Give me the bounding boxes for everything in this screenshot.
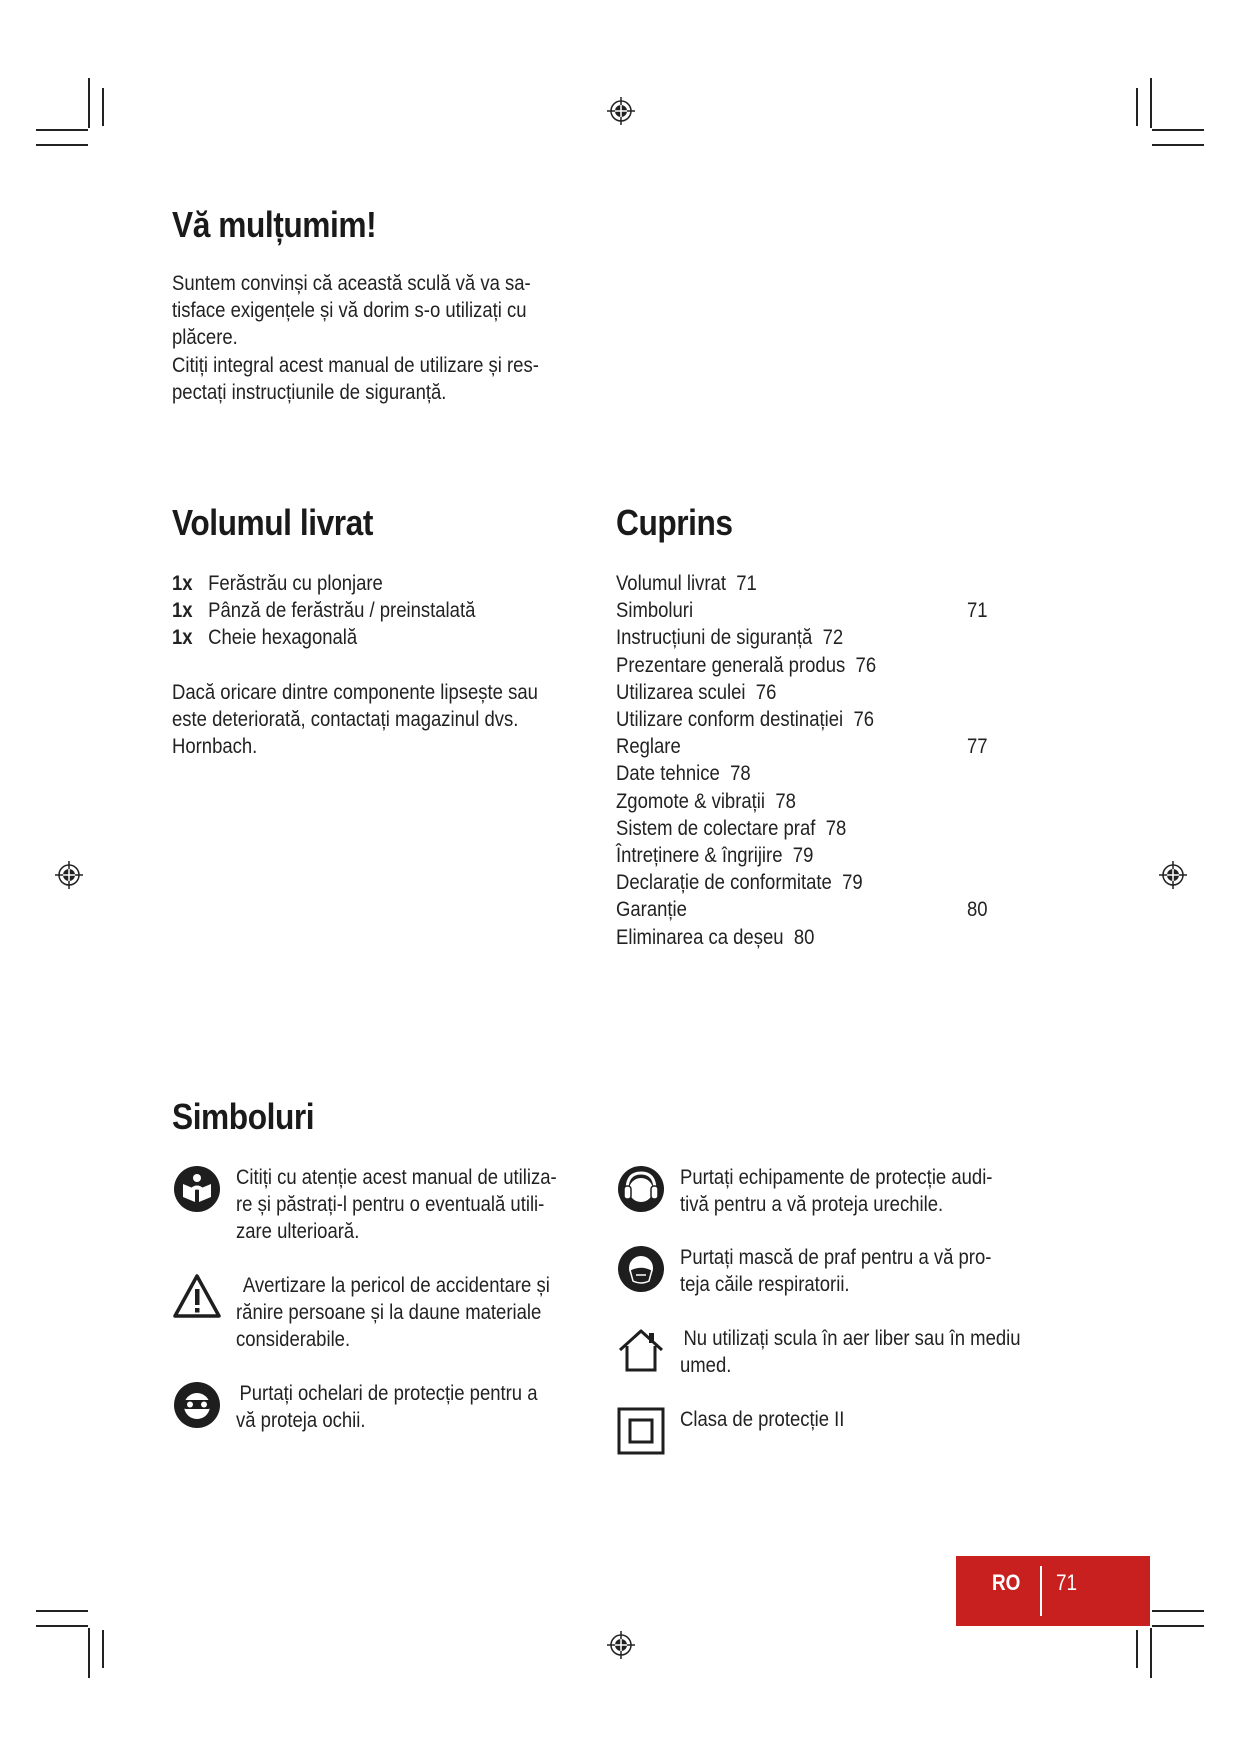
toc-item[interactable]	[616, 760, 988, 787]
scope-label: Ferăstrău cu plonjare	[208, 571, 383, 595]
symbol-text-line: umed.	[680, 1353, 732, 1378]
toc-page: 71	[736, 571, 757, 595]
symbol-text-line: considerabile.	[236, 1327, 351, 1352]
toc-page: 72	[822, 625, 844, 650]
symbol-protection-class	[616, 1406, 1050, 1456]
toc-title: Cuprins	[616, 502, 733, 543]
toc-page: 76	[853, 707, 875, 732]
toc-label: Eliminarea ca deșeu	[616, 924, 784, 949]
symbol-safety-goggles	[172, 1380, 596, 1434]
toc-label: Sistem de colectare praf	[616, 815, 816, 840]
scope-note-line: Dacă oricare dintre componente lipsește sau	[172, 680, 538, 704]
safety-goggles-icon	[172, 1380, 222, 1430]
toc-item[interactable]	[616, 924, 988, 951]
thanks-paragraph	[172, 270, 642, 406]
toc-item[interactable]	[616, 597, 988, 624]
indoor-use-only-icon	[616, 1325, 666, 1375]
symbol-text-line: Nu utilizați scula în aer liber sau în mediu	[683, 1326, 1021, 1350]
scope-list	[172, 570, 525, 652]
toc-item[interactable]	[616, 679, 988, 706]
ear-protection-icon	[616, 1164, 666, 1214]
symbol-text-line: Purtați mască de praf pentru a vă pro-	[680, 1245, 992, 1269]
toc-page: 78	[775, 788, 796, 813]
toc-page: 76	[755, 679, 777, 704]
toc-label: Zgomote & vibrații	[616, 788, 766, 813]
tab-divider	[1040, 1566, 1042, 1616]
toc-label: Declarație de conformitate	[616, 870, 832, 895]
toc-page: 80	[793, 924, 815, 949]
page-tab	[956, 1556, 1150, 1626]
toc-page: 80	[966, 897, 988, 922]
toc-page: 76	[855, 652, 877, 677]
toc-item[interactable]	[616, 706, 988, 733]
list-item	[172, 624, 475, 651]
scope-label: Cheie hexagonală	[208, 625, 358, 650]
symbol-text-line: rănire persoane și la daune materiale	[236, 1300, 542, 1325]
toc-page: 78	[730, 761, 751, 786]
thanks-line: Suntem convinși că această sculă vă va sa-	[172, 271, 531, 295]
symbol-text-line: tivă pentru a vă proteja urechile.	[680, 1192, 944, 1217]
thanks-line: pectați instrucțiunile de siguranță.	[172, 379, 447, 404]
toc-label: Volumul livrat	[616, 571, 726, 595]
symbol-text-line: Citiți cu atenție acest manual de utiliza-	[236, 1165, 557, 1189]
symbol-text-line: Clasa de protecție II	[680, 1407, 845, 1431]
scope-note-line: Hornbach.	[172, 734, 258, 759]
registration-mark-left	[54, 860, 84, 890]
toc-label: Prezentare generală produs	[616, 652, 846, 677]
thanks-line: Citiți integral acest manual de utilizare și res-	[172, 352, 539, 377]
dust-mask-icon	[616, 1244, 666, 1294]
scope-note-line: este deteriorată, contactați magazinul dvs.	[172, 707, 519, 732]
symbols-title: Simboluri	[172, 1096, 315, 1137]
toc-page: 77	[966, 734, 988, 759]
symbol-text-line: Purtați echipamente de protecție audi-	[680, 1165, 993, 1189]
toc-label: Reglare	[616, 734, 681, 759]
warning-triangle-icon	[172, 1272, 222, 1322]
list-item	[172, 597, 475, 624]
toc-page: 71	[966, 598, 988, 623]
toc-item[interactable]	[616, 869, 988, 896]
toc-label: Date tehnice	[616, 761, 720, 786]
registration-mark-top	[606, 96, 636, 126]
toc-label: Simboluri	[616, 598, 694, 623]
symbol-dust-mask	[616, 1244, 1050, 1298]
symbol-read-manual	[172, 1164, 596, 1246]
symbol-text-line: zare ulterioară.	[236, 1219, 360, 1244]
toc-label: Utilizarea sculei	[616, 679, 746, 704]
symbol-ear-protection	[616, 1164, 1050, 1218]
page-number: 71	[1056, 1570, 1078, 1595]
symbol-text-line: Purtați ochelari de protecție pentru a	[239, 1381, 538, 1405]
thanks-title: Vă mulțumim!	[172, 204, 377, 245]
list-item	[172, 570, 475, 597]
toc-page: 79	[842, 870, 863, 895]
scope-qty: 1x	[172, 598, 193, 623]
toc-label: Garanție	[616, 897, 687, 922]
read-manual-icon	[172, 1164, 222, 1214]
toc-item[interactable]	[616, 896, 988, 923]
registration-mark-right	[1158, 860, 1188, 890]
toc-page: 78	[825, 815, 847, 840]
symbol-text-line: Avertizare la pericol de accidentare și	[242, 1273, 550, 1297]
toc-item[interactable]	[616, 733, 988, 760]
toc-label: Instrucțiuni de siguranță	[616, 625, 813, 650]
toc-item[interactable]	[616, 652, 988, 679]
symbol-text-line: teja căile respiratorii.	[680, 1272, 850, 1297]
toc-item[interactable]	[616, 842, 988, 869]
protection-class-ii-icon	[616, 1406, 666, 1456]
symbol-warning	[172, 1272, 596, 1354]
toc-list	[616, 570, 1048, 951]
toc-label: Întreținere & îngrijire	[616, 843, 783, 868]
thanks-line: plăcere.	[172, 325, 238, 350]
language-label: RO	[992, 1570, 1021, 1595]
toc-item[interactable]	[616, 624, 988, 651]
symbol-text-line: vă proteja ochii.	[236, 1408, 366, 1433]
symbol-indoor-use	[616, 1325, 1060, 1379]
scope-qty: 1x	[172, 571, 193, 595]
toc-item[interactable]	[616, 570, 988, 597]
scope-note	[172, 679, 597, 761]
toc-page: 79	[792, 843, 814, 868]
toc-item[interactable]	[616, 788, 988, 815]
scope-label: Pânză de ferăstrău / preinstalată	[208, 598, 476, 623]
thanks-line: tisface exigențele și vă dorim s-o utilizați cu	[172, 298, 527, 323]
scope-qty: 1x	[172, 625, 193, 650]
symbol-text-line: re și păstrați-l pentru o eventuală utili-	[236, 1192, 545, 1217]
scope-title: Volumul livrat	[172, 502, 373, 543]
registration-mark-bottom	[606, 1630, 636, 1660]
toc-item[interactable]	[616, 815, 988, 842]
toc-label: Utilizare conform destinației	[616, 707, 844, 732]
